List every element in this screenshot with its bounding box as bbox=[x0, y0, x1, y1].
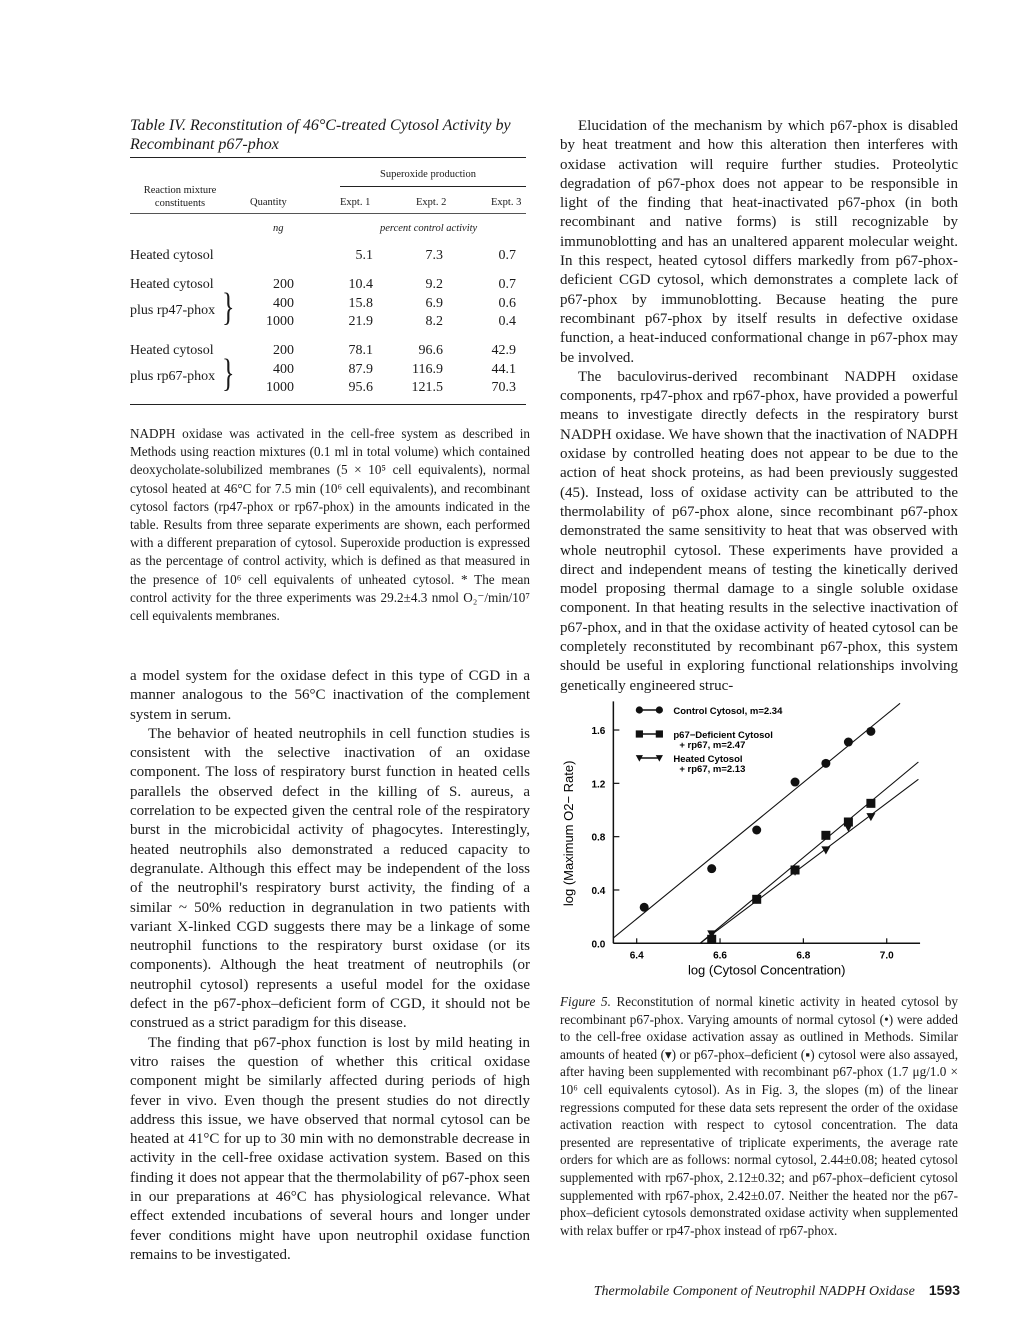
row-label: Heated cytosol bbox=[130, 277, 214, 292]
triangle-down-point bbox=[821, 846, 830, 854]
legend-marker bbox=[656, 706, 663, 713]
square-point bbox=[866, 799, 875, 808]
circle-point bbox=[844, 738, 853, 747]
circle-point bbox=[821, 759, 830, 768]
paragraph: The behavior of heated neutrophils in cell function studies is consistent with the selective inactivation of an oxidase component. The loss of respiratory burst function in heated cells parallels the observed defect in the killing of S. aureus, a correlation to be expected given the central role of the respiratory burst in the microbicidal activity of phagocytes. Interestingly, heated neutrophils also demonstrated a reduced capacity to degranulate. Although this effect may be independent of the loss of the neutrophil's respiratory burst activity, the finding of a similar ~ 50% reduction in degranulation in two patients with variant X-linked CGD suggests there may be a linkage of some neutrophil functions to the respiratory burst oxidase (or its components). Although the heat treatment of neutrophils (or neutrophil cytosol) represents a useful model for the oxidase defect in the p67-phox–deficient form of CGD, it should not be construed as a strict paradigm for this disease. bbox=[130, 725, 530, 1032]
table-title: Table IV. Reconstitution of 46°C-treated Cytosol Activity by Recombinant p67-phox bbox=[130, 117, 511, 153]
expt2-header: Expt. 2 bbox=[416, 197, 447, 208]
page-footer bbox=[560, 1282, 960, 1300]
value-cell: 21.9 bbox=[348, 314, 373, 329]
value-cell: 44.1 bbox=[491, 361, 516, 377]
circle-point bbox=[791, 778, 800, 787]
quantity-unit: ng bbox=[273, 223, 284, 234]
value-cell: 10.4 bbox=[348, 277, 373, 292]
constituents-header: Reaction mixture constituents bbox=[143, 185, 217, 209]
value-cell: 0.7 bbox=[498, 248, 516, 263]
circle-point bbox=[640, 903, 649, 912]
left-column bbox=[130, 667, 530, 1265]
value-unit: percent control activity bbox=[380, 223, 478, 234]
expt1-header: Expt. 1 bbox=[340, 197, 371, 208]
legend-label: p67−Deficient Cytosol bbox=[673, 730, 773, 741]
figure-5-chart bbox=[550, 690, 930, 990]
quantity-cell: 1000 bbox=[266, 380, 294, 395]
y-tick-label: 0.8 bbox=[591, 832, 606, 844]
header-rule bbox=[130, 213, 526, 214]
paragraph: Elucidation of the mechanism by which p67-phox is disabled by heat treatment and how this alteration then interferes with oxidase activation will require further studies. Proteolytic degradation of p67-phox does not appear to be responsible in light of the finding that heat-inactivated p67-phox (in both recombinant and native forms) is still recognizable by immunoblotting and has an unaltered apparent molecular weight. In this respect, heated cytosol differs markedly from p67-phox-deficient CGD cytosol, which demonstrates a complete lack of p67-phox by immunoblotting. Because heating the pure recombinant p67-phox by itself results in defective oxidase function, a heat-induced conformational change in p67-phox may be involved. bbox=[560, 118, 958, 366]
value-cell: 0.6 bbox=[498, 295, 516, 311]
row-label: plus rp47-phox bbox=[130, 303, 216, 318]
legend-label: Heated Cytosol bbox=[673, 754, 743, 765]
x-tick-label: 6.6 bbox=[713, 950, 727, 962]
circle-point bbox=[752, 825, 761, 834]
legend-marker bbox=[656, 730, 663, 737]
legend-label: + rp67, m=2.13 bbox=[679, 764, 746, 775]
row-label: Heated cytosol bbox=[130, 248, 214, 263]
value-cell: 70.3 bbox=[491, 380, 516, 395]
legend-marker bbox=[636, 730, 643, 737]
quantity-cell: 200 bbox=[273, 343, 294, 358]
value-cell: 96.6 bbox=[418, 343, 443, 358]
quantity-cell: 1000 bbox=[266, 314, 294, 329]
quantity-cell: 200 bbox=[273, 277, 294, 292]
row-label: Heated cytosol bbox=[130, 343, 214, 358]
paragraph: The finding that p67-phox function is lost by mild heating in vitro raises the question of whether this critical oxidase component might be similarly affected during periods of high fever in vivo. Even though the present studies do not directly address this issue, we have observed that normal cytosol can be heated at 41°C for up to 30 min with no demonstrable decrease in activity in the cell-free oxidase activation system. Based on this finding it does not appear that the thermolability of p67-phox seen in our preparations at 46°C has physiological relevance. What effect extended incubations of several hours and longer under fever conditions might have upon neutrophil oxidase function remains to be investigated. bbox=[130, 1034, 530, 1263]
value-cell: 6.9 bbox=[425, 295, 443, 311]
x-tick-label: 6.4 bbox=[629, 950, 644, 962]
quantity-cell: 400 bbox=[273, 295, 294, 311]
triangle-down-point bbox=[844, 824, 853, 832]
legend-marker bbox=[636, 706, 643, 713]
running-title: Thermolabile Component of Neutrophil NADPH Oxidase bbox=[593, 1284, 915, 1299]
value-cell: 9.2 bbox=[425, 277, 443, 292]
circle-point bbox=[707, 864, 716, 873]
y-tick-label: 0.0 bbox=[591, 939, 606, 951]
figure-label: Figure 5. bbox=[560, 994, 611, 1009]
group-rule bbox=[340, 186, 526, 187]
superoxide-header: Superoxide production bbox=[380, 169, 476, 180]
y-tick-label: 1.2 bbox=[591, 779, 606, 791]
brace: } bbox=[222, 285, 235, 329]
figure-caption-text: Reconstitution of normal kinetic activity in heated cytosol by recombinant p67-phox. Varying amounts of normal cytosol (•) were added to the cell-free oxidase activation assay as outlined in Methods. Similar amounts of heated (▾) or p67-phox–deficient (▪) cytosol were also assayed, after having been supplemented with recombinant p67-phox (1.7 μg/1.0 × 10⁶ cell equivalents cytosol). As in Fig. 3, the slopes (m) of the linear regressions computed for these data sets represent the order of the oxidase activation reaction with respect to cytosol concentration. The data presented are representative of triplicate experiments, the average rate orders for which are as follows: normal cytosol, 2.44±0.08; heated cytosol supplemented with rp67-phox, 2.12±0.32; and p67-phox–deficient cytosol supplemented with rp67-phox, 2.42±0.07. Neither the heated nor the p67-phox–deficient cytosols demonstrated oxidase activity when supplemented with relax buffer or rp47-phox instead of rp67-phox. bbox=[560, 994, 959, 1238]
value-cell: 78.1 bbox=[348, 343, 373, 358]
value-cell: 95.6 bbox=[348, 380, 373, 395]
right-column bbox=[560, 117, 958, 696]
paragraph: The baculovirus-derived recombinant NADPH oxidase components, rp47-phox and rp67-phox, have provided a powerful means to investigate directly defects in the respiratory burst NADPH oxidase. We have shown that the inactivation of NADPH oxidase by controlled heating does not appear to be due to the action of heat shock proteins, as had been previously suggested (45). Instead, loss of oxidase activity can be attributed to the thermolability of p67-phox alone, since recombinant p67-phox demonstrated the same sensitivity to heat that was observed with whole neutrophil cytosol. These experiments have provided a direct and independent means of testing the kinetically derived model proposing thermal damage to a single soluble oxidase component. In that heating results in the selective inactivation of p67-phox, and in that the oxidase activity of heated cytosol can be completely reconstituted by recombinant p67-phox, this system should be useful in exploring functional relationships involving genetically engineered struc- bbox=[560, 368, 958, 694]
value-cell: 0.7 bbox=[498, 277, 516, 292]
table-footnote: NADPH oxidase was activated in the cell-free system as described in Methods using reaction mixtures (0.1 ml in total volume) which contained deoxycholate-solubilized membranes (5 × 10⁵ cell equivalents), normal cytosol heated at 46°C for 7.5 min (10⁶ cell equivalents), and recombinant cytosol factors (rp47-phox or rp67-phox) in the amounts indicated in the table. Results from three separate experiments are shown, each performed with a different preparation of cytosol. Superoxide production is expressed as the percentage of control activity, which is defined as that measured in the presence of 10⁶ cell equivalents of unheated cytosol. * The mean control activity for the three experiments was 29.2±4.3 nmol O₂⁻/min/10⁷ cell equivalents membranes. bbox=[130, 426, 530, 624]
x-axis-label: log (Cytosol Concentration) bbox=[687, 962, 846, 978]
value-cell: 0.4 bbox=[498, 314, 516, 329]
page-number: 1593 bbox=[928, 1282, 960, 1298]
y-tick-label: 0.4 bbox=[591, 885, 606, 897]
value-cell: 87.9 bbox=[348, 361, 373, 377]
x-tick-label: 7.0 bbox=[879, 950, 894, 962]
y-axis-label: log (Maximum O2− Rate) bbox=[561, 760, 576, 907]
quantity-cell: 400 bbox=[273, 361, 294, 377]
y-tick-label: 1.6 bbox=[591, 726, 606, 738]
table-top-rule bbox=[130, 157, 526, 158]
regression-line bbox=[700, 762, 918, 943]
row-label: plus rp67-phox bbox=[130, 369, 216, 384]
value-cell: 42.9 bbox=[491, 343, 516, 358]
value-cell: 15.8 bbox=[348, 295, 373, 311]
value-cell: 8.2 bbox=[425, 314, 443, 329]
regression-line bbox=[700, 779, 918, 943]
brace: } bbox=[222, 351, 235, 395]
value-cell: 116.9 bbox=[412, 361, 443, 377]
table-bottom-rule bbox=[130, 404, 526, 405]
paragraph: a model system for the oxidase defect in this type of CGD in a manner analogous to the 56°C inactivation of the complement system in serum. bbox=[130, 668, 530, 723]
value-cell: 7.3 bbox=[425, 248, 443, 263]
legend-label: + rp67, m=2.47 bbox=[679, 740, 746, 751]
value-cell: 5.1 bbox=[355, 248, 373, 263]
value-cell: 121.5 bbox=[411, 380, 443, 395]
x-tick-label: 6.8 bbox=[796, 950, 811, 962]
expt3-header: Expt. 3 bbox=[491, 197, 522, 208]
legend-label: Control Cytosol, m=2.34 bbox=[673, 706, 783, 717]
quantity-header: Quantity bbox=[250, 197, 287, 208]
figure-caption bbox=[560, 993, 958, 1239]
circle-point bbox=[866, 727, 875, 736]
square-point bbox=[821, 831, 830, 840]
